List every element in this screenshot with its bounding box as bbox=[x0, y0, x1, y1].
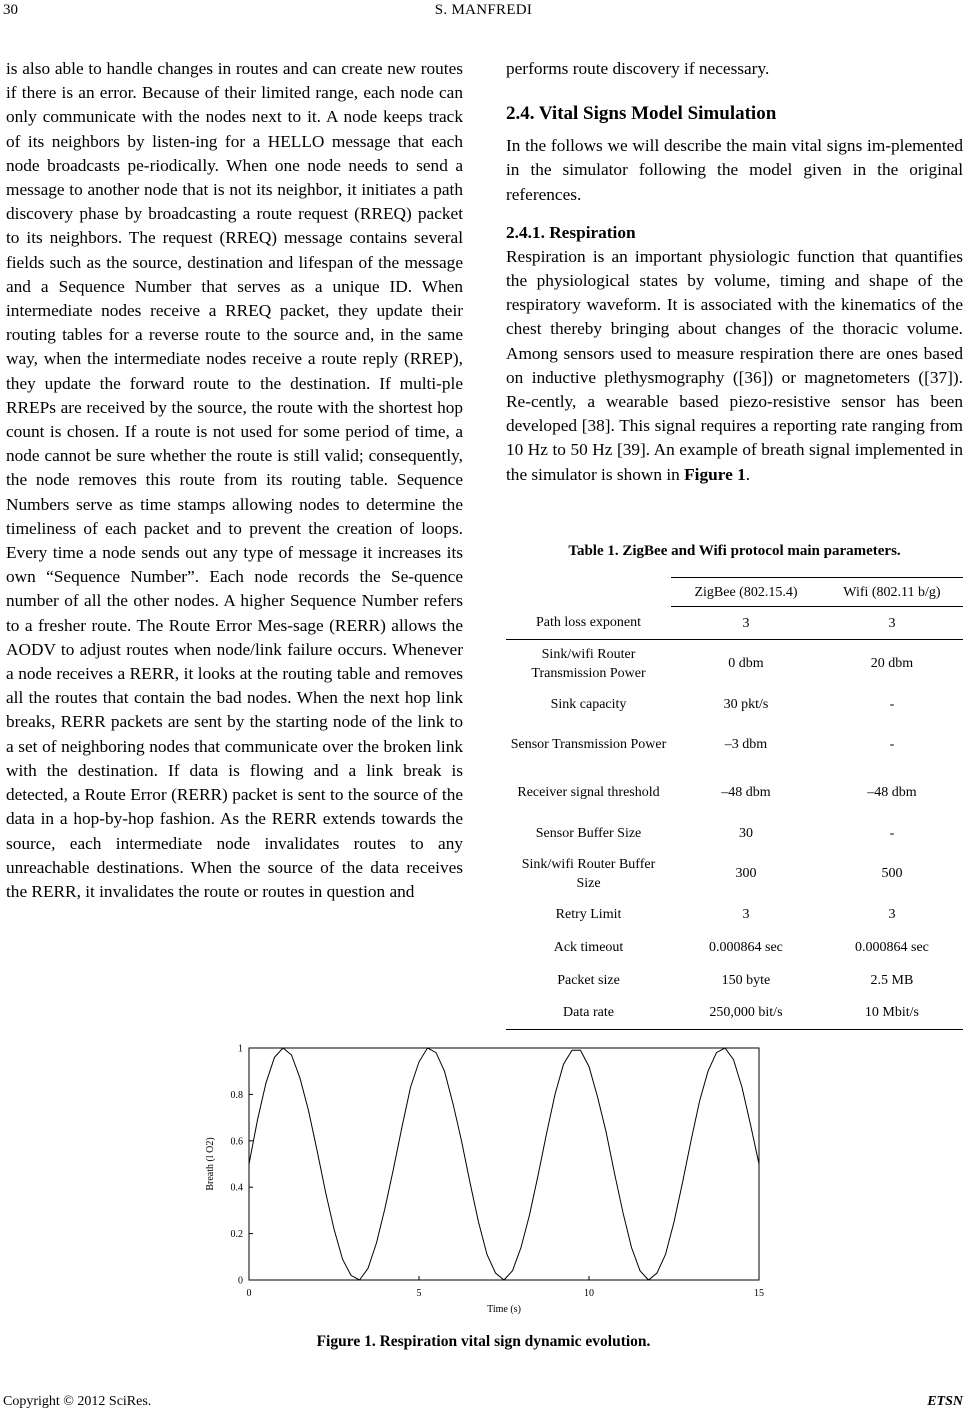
table-cell: Sink/wifi Router Transmission Power bbox=[531, 646, 646, 681]
table-row bbox=[506, 688, 963, 721]
table-header-cell: Wifi (802.11 b/g) bbox=[821, 578, 963, 607]
y-tick-label: 0.6 bbox=[230, 1136, 243, 1148]
table-caption: Table 1. ZigBee and Wifi protocol main parameters. bbox=[568, 543, 901, 559]
figure-caption: Figure 1. Respiration vital sign dynamic evolution. bbox=[316, 1333, 651, 1350]
sentence-end: . bbox=[745, 464, 751, 484]
table-cell: - bbox=[889, 737, 895, 752]
table-cell: 20 dbm bbox=[870, 656, 914, 672]
table-cell: –48 dbm bbox=[721, 785, 771, 800]
right-column bbox=[506, 57, 963, 487]
table-cell: Path loss exponent bbox=[506, 607, 671, 640]
table-cell: 3 bbox=[821, 607, 963, 640]
table-row bbox=[506, 931, 963, 964]
table-cell: 0.000864 sec bbox=[855, 939, 929, 955]
table-cell: 3 bbox=[888, 906, 896, 922]
y-tick-label: 0.4 bbox=[230, 1182, 243, 1194]
table-cell: 10 Mbit/s bbox=[821, 997, 963, 1030]
y-tick-label: 0 bbox=[238, 1275, 243, 1287]
figure-reference[interactable]: Figure 1 bbox=[684, 464, 746, 484]
table-cell: 0.000864 sec bbox=[709, 939, 783, 955]
table-cell: - bbox=[889, 696, 895, 712]
subsection-body-text: Respiration is an important physiologic function that quantifies the physiological states by volume, timing and shape of the respiratory waveform. It is associated with the kinematics of the chest thereby bringing about changes of the thoracic volume. Among sensors used to measure respiration there are ones based on inductive plethysmography ([36]) or magnetometers ([37]). Re-cently, a wearable based piezo-resistive sensor has been developed [38]. This signal requires a reporting rate ranging from 10 Hz to 50 Hz [39]. An example of breath signal implemented in the simulator is shown in bbox=[506, 246, 963, 484]
table-row bbox=[506, 850, 963, 898]
y-tick-label: 0.8 bbox=[230, 1089, 243, 1101]
x-axis-label: Time (s) bbox=[487, 1304, 521, 1315]
table-cell: 250,000 bit/s bbox=[671, 997, 821, 1030]
table-cell: Sensor Transmission Power bbox=[510, 737, 667, 752]
running-head: S. MANFREDI bbox=[434, 2, 533, 18]
table-row bbox=[506, 817, 963, 850]
table-cell: 150 byte bbox=[721, 972, 771, 988]
breath-chart bbox=[190, 1040, 780, 1320]
breath-series-line bbox=[249, 1048, 759, 1280]
table-row bbox=[506, 607, 963, 640]
table-cell: Retry Limit bbox=[555, 906, 622, 922]
x-tick-label: 5 bbox=[416, 1288, 422, 1299]
table-cell: –3 dbm bbox=[724, 737, 768, 752]
table-cell: Sink/wifi Router Buffer Size bbox=[521, 856, 656, 891]
table-cell: Ack timeout bbox=[553, 939, 624, 955]
x-tick-label: 15 bbox=[754, 1288, 764, 1299]
table-cell: 30 pkt/s bbox=[723, 696, 769, 712]
table-cell: 500 bbox=[881, 866, 903, 881]
table-cell: 30 bbox=[738, 825, 753, 841]
table-cell: 3 bbox=[742, 906, 750, 922]
table-cell: Data rate bbox=[506, 997, 671, 1030]
section-body: In the follows we will describe the main vital signs im-plemented in the simulator following the model given in the original references. bbox=[506, 136, 963, 204]
table-row bbox=[506, 898, 963, 931]
table-cell: 300 bbox=[735, 866, 757, 881]
copyright: Copyright © 2012 SciRes. bbox=[3, 1394, 152, 1409]
table-cell: - bbox=[889, 825, 895, 841]
table-cell: Sensor Buffer Size bbox=[535, 825, 642, 841]
table-cell: Sink capacity bbox=[550, 696, 627, 712]
table-cell: Receiver signal threshold bbox=[517, 785, 660, 800]
table-header-cell: ZigBee (802.15.4) bbox=[671, 578, 821, 607]
table-header-row bbox=[506, 578, 963, 607]
table-cell: 2.5 MB bbox=[870, 972, 914, 988]
table-row bbox=[506, 997, 963, 1030]
x-tick-label: 0 bbox=[246, 1288, 252, 1299]
x-tick-label: 10 bbox=[584, 1288, 594, 1299]
table-row bbox=[506, 721, 963, 769]
continuation-text: performs route discovery if necessary. bbox=[506, 59, 770, 78]
table-header-cell bbox=[506, 578, 671, 607]
figure-1 bbox=[190, 1040, 780, 1320]
page-number: 30 bbox=[3, 2, 18, 18]
left-column-body: is also able to handle changes in routes and can create new routes if there is an error. Because of their limited range, each node can only communicate with the nodes next to it. A node keeps track of its neighbors by listen-ing for a HELLO message that each node broadcasts pe-riodically. When one node needs to send a message to another node that is not its neighbor, it initiates a path discovery phase by broadcasting a route request (RREQ) packet to its neighbors. The request (RREQ) message contains several fields such as the source, destination and lifespan of the message and a Sequence Number that serves as a unique ID. When intermediate nodes receive a RREQ packet, they update their routing tables for a reverse route to the source and, in the same way, when the intermediate nodes receive a route reply (RREP), they update the forward route to the destination. If multi-ple RREPs are received by the source, the route with the shortest hop count is chosen. If a route is not used for some period of time, a node cannot be sure whether the route is still valid; consequently, the node removes this route from its routing table. Sequence Numbers serve as time stamps allowing nodes to determine the timeliness of each packet and to prevent the creation of loops. Every time a node sends out any type of message it increases its own “Sequence Number”. Each node records the Se-quence number of all the other nodes. A higher Sequence Number refers to a fresher route. The Route Error Mes-sage (RERR) allows the AODV to adjust routes when node/link failure occurs. Whenever a node receives a RERR, it looks at the routing table and removes all the routes that contain the bad nodes. When the next hop link breaks, RERR packets are sent by the starting node of the link to a set of neighboring nodes that communicate over the broken link with the destination. If data is flowing and a link break is detected, a Route Error (RERR) packet is sent to the source of the data in a hop-by-hop fashion. As the RERR extends towards the source, each intermediate node invalidates routes to any unreachable destinations. When the source of the data receives the RERR, it invalidates the route or routes in question and bbox=[6, 59, 463, 901]
journal-name: ETSN bbox=[927, 1394, 963, 1409]
left-column bbox=[6, 57, 463, 904]
plot-frame bbox=[249, 1048, 759, 1280]
y-tick-label: 0.2 bbox=[230, 1229, 243, 1241]
subsection-heading: 2.4.1. Respiration bbox=[506, 222, 636, 242]
table-row bbox=[506, 640, 963, 688]
table-cell: –48 dbm bbox=[867, 785, 917, 800]
table-cell: Packet size bbox=[557, 972, 620, 988]
table-row bbox=[506, 964, 963, 997]
table-cell: 3 bbox=[671, 607, 821, 640]
parameters-table bbox=[506, 577, 963, 1030]
section-heading: 2.4. Vital Signs Model Simulation bbox=[506, 103, 777, 125]
y-tick-label: 1 bbox=[238, 1043, 243, 1055]
subsection-body bbox=[506, 245, 963, 487]
y-axis-label: Breath (l O2) bbox=[205, 1137, 216, 1191]
table-cell: 0 dbm bbox=[728, 656, 764, 672]
table-row bbox=[506, 769, 963, 817]
